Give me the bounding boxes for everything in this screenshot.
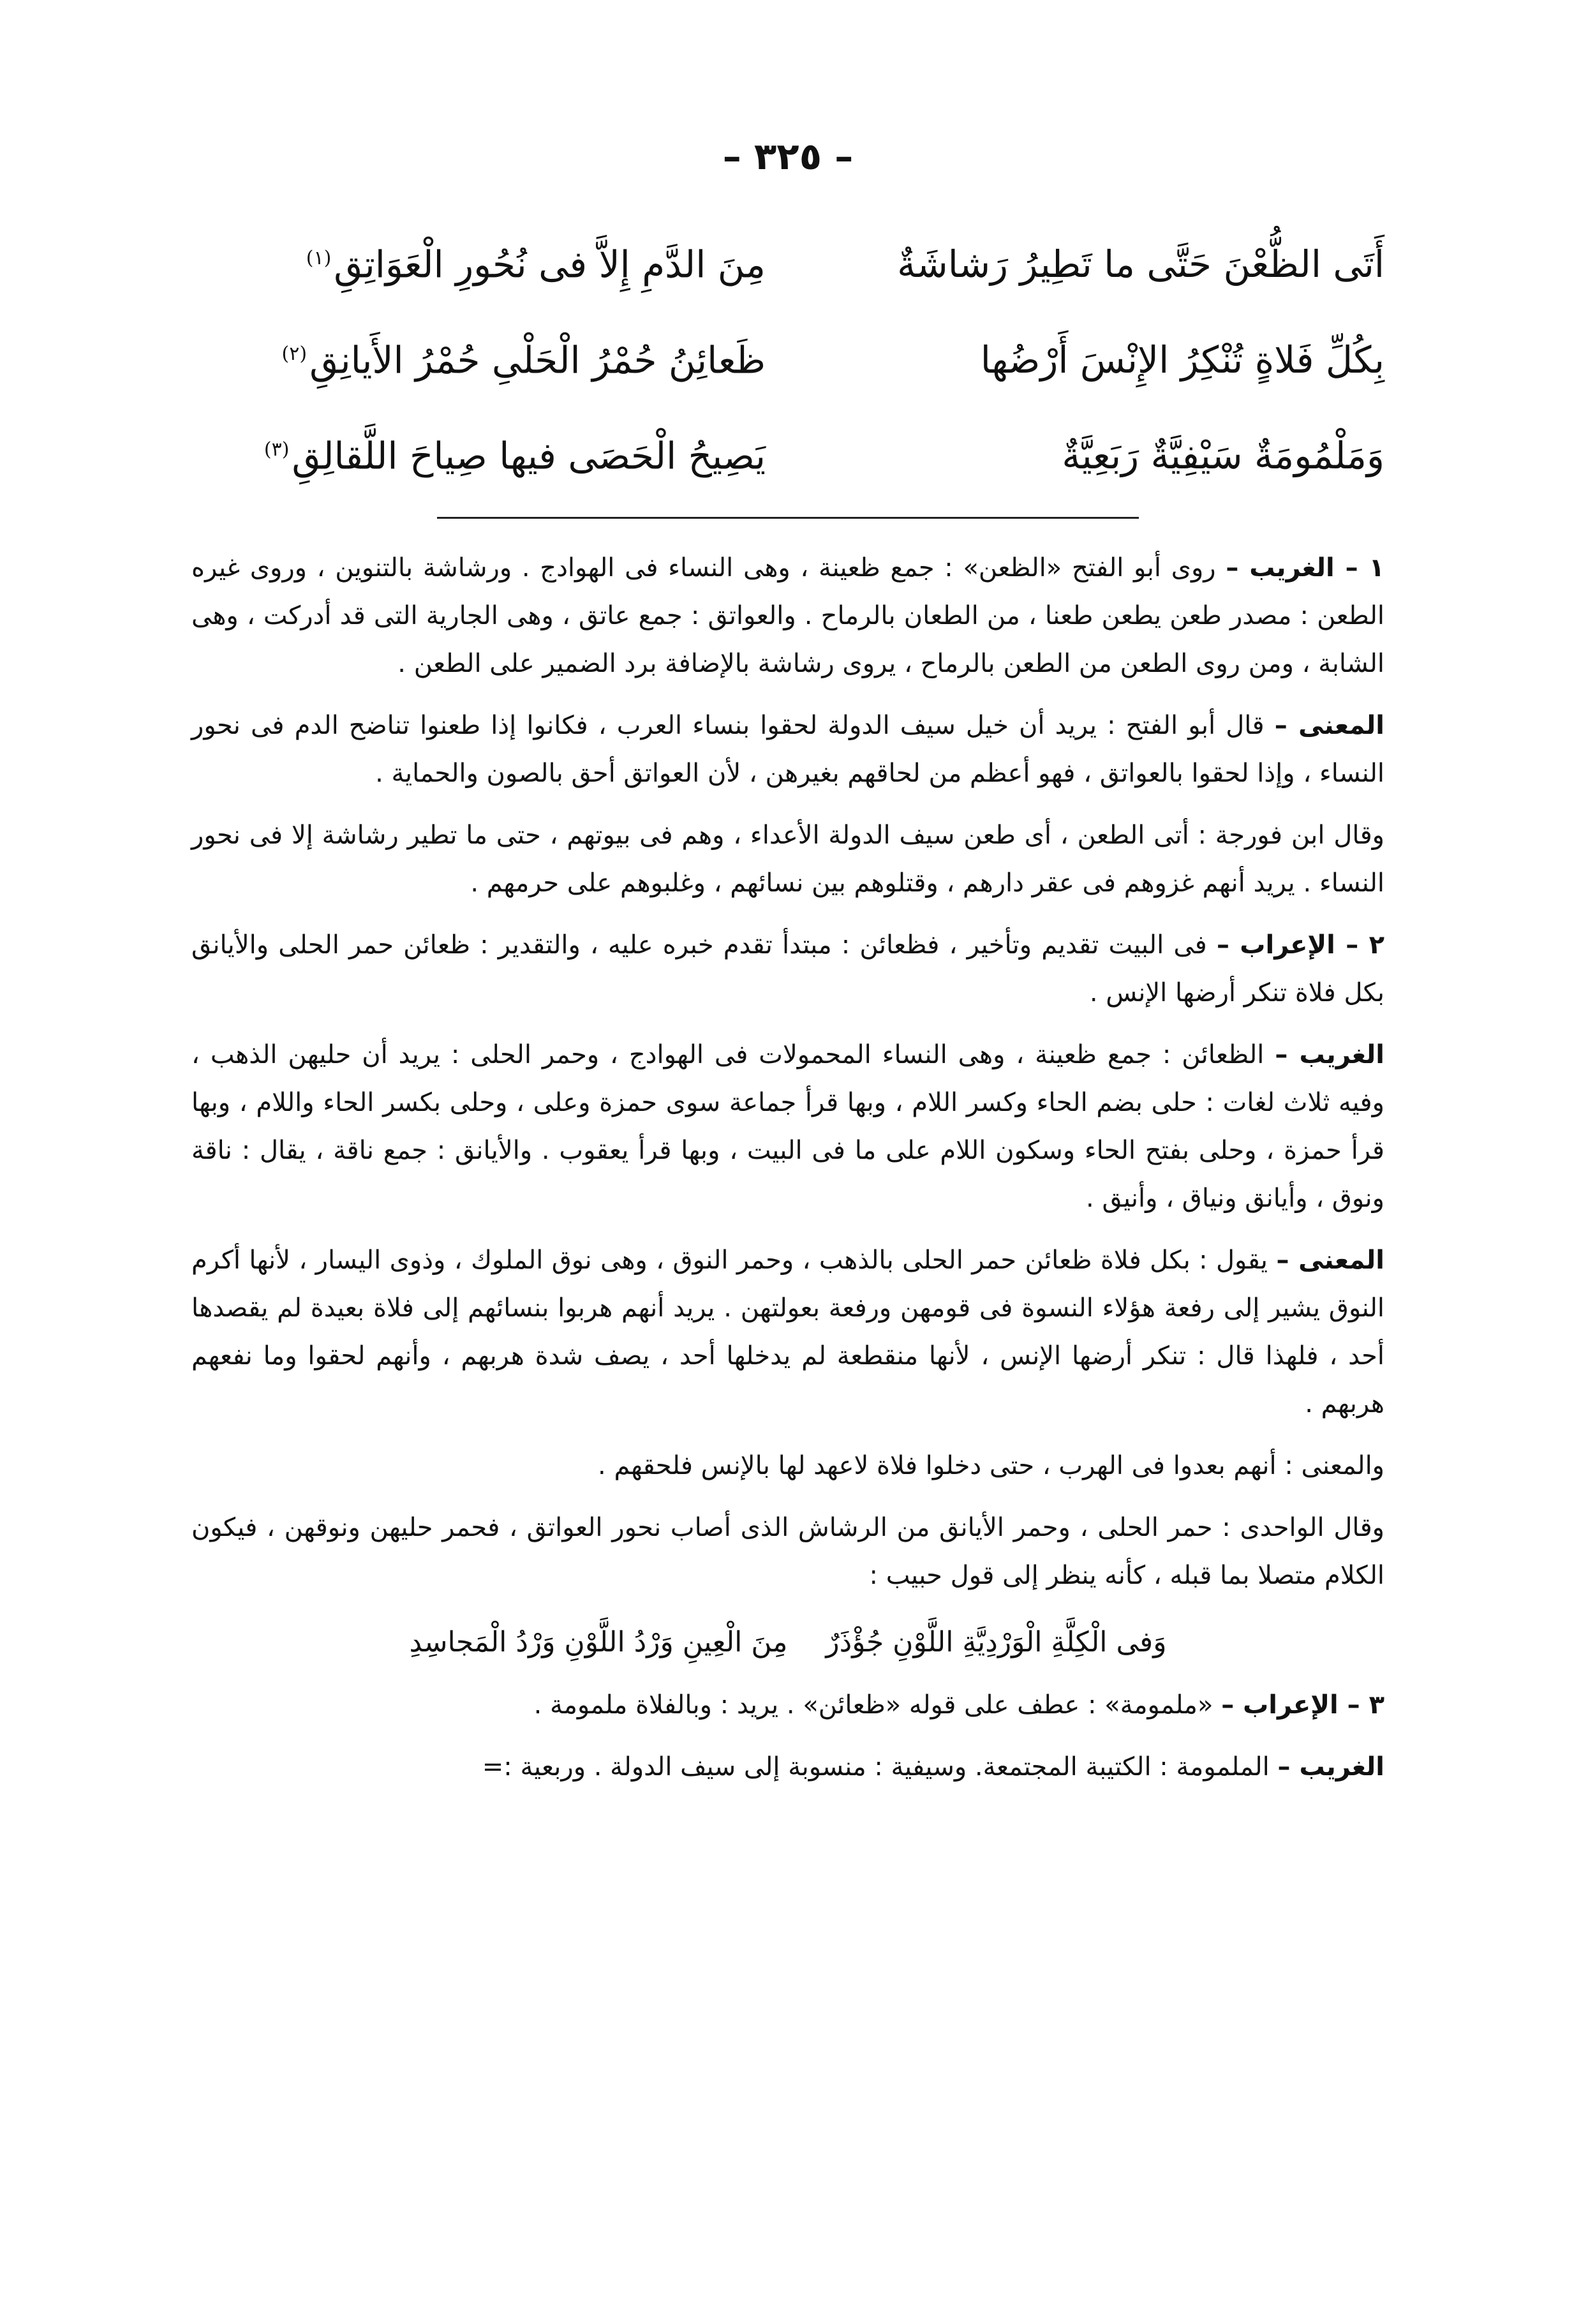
section-label: ١ – الغريب – xyxy=(1226,553,1384,583)
commentary-paragraph xyxy=(191,1442,1384,1490)
verse-second-hemistich xyxy=(191,402,766,503)
verse-line xyxy=(191,402,1384,498)
commentary-paragraph xyxy=(191,1681,1384,1729)
section-label: ٣ – الإعراب – xyxy=(1221,1690,1384,1720)
section-label: الغريب – xyxy=(1277,1752,1384,1782)
verse-second-hemistich xyxy=(191,306,766,408)
verse-second-text: يَصِيحُ الْحَصَى فيها صِياحَ اللَّقالِقِ xyxy=(292,434,766,478)
paragraph-text: روى أبو الفتح «الظعن» : جمع ظعينة ، وهى النساء فى الهوادج . ورشاشة بالتنوين ، وروى غيره الطعن : مصدر طعن يطعن طعنا ، من الطعان بالرماح . والعواتق : جمع عاتق ، وهى الجارية التى قد أدركت ، وهى الشابة ، ومن روى الطعن من الطعن بالرماح ، يروى رشاشة بالإضافة برد الضمير على الطعن . xyxy=(191,553,1384,678)
section-label: ٢ – الإعراب – xyxy=(1216,930,1385,960)
footnote-marker: (١) xyxy=(306,247,332,269)
commentary-paragraph xyxy=(191,812,1384,907)
quoted-verse xyxy=(191,1614,1384,1671)
footnote-marker: (٢) xyxy=(281,343,308,365)
section-label: المعنى – xyxy=(1276,1246,1384,1275)
verse-first-hemistich: بِكُلِّ فَلاةٍ تُنْكِرُ الإِنْسَ أَرْضُها xyxy=(980,338,1384,382)
paragraph-text: «ملمومة» : عطف على قوله «ظعائن» . يريد : وبالفلاة ملمومة . xyxy=(533,1690,1213,1720)
commentary-paragraph xyxy=(191,1031,1384,1223)
commentary-paragraph xyxy=(191,921,1384,1017)
verse-second-text: ظَعائِنُ حُمْرُ الْحَلْىِ حُمْرُ الأَيانِقِ xyxy=(309,338,766,382)
commentary-paragraph xyxy=(191,1743,1384,1791)
verse-first-hemistich: وَمَلْمُومَةٌ سَيْفِيَّةٌ رَبَعِيَّةٌ xyxy=(1062,434,1384,478)
paragraph-text: وقال ابن فورجة : أتى الطعن ، أى طعن سيف الدولة الأعداء ، وهم فى بيوتهم ، حتى ما تطير رشاشة إلا فى نحور النساء . يريد أنهم غزوهم فى عقر دارهم ، وقتلوهم بين نسائهم ، وغلبوهم على حرمهم . xyxy=(191,821,1384,898)
verse-line xyxy=(191,306,1384,402)
commentary-paragraph xyxy=(191,1504,1384,1600)
paragraph-text: يقول : بكل فلاة ظعائن حمر الحلى بالذهب ، وحمر النوق ، وهى نوق الملوك ، وذوى اليسار ، لأنها أكرم النوق يشير إلى رفعة هؤلاء النسوة فى قومهن ورفعة بعولتهن . يريد أنهم هربوا بنسائهم إلى فلاة بعيدة لم يقصدها أحد ، فلهذا قال : تنكر أرضها الإنس ، لأنها منقطعة لم يدخلها أحد ، يصف شدة هربهم ، وأنهم لحقوا وما نفعهم هربهم . xyxy=(191,1246,1384,1419)
verse-second-hemistich xyxy=(191,211,766,312)
commentary xyxy=(191,544,1384,1791)
section-label: الغريب – xyxy=(1275,1040,1385,1069)
verse-second-text: مِنَ الدَّمِ إِلاَّ فى نُحُورِ الْعَوَاتِقِ xyxy=(334,242,766,287)
paragraph-text: الظعائن : جمع ظعينة ، وهى النساء المحمولات فى الهوادج ، وحمر الحلى : يريد أن حليهن الذهب ، وفيه ثلاث لغات : حلى بضم الحاء وكسر اللام ، وبها قرأ جماعة سوى حمزة وعلى ، وحلى بكسر الحاء واللام ، وبها قرأ حمزة ، وحلى بفتح الحاء وسكون اللام على ما فى البيت ، وبها قرأ يعقوب . والأيانق : جمع ناقة ، يقال : ناقة ونوق ، وأيانق ونياق ، وأنيق . xyxy=(191,1040,1384,1213)
quoted-verse-first: وَفى الْكِلَّةِ الْوَرْدِيَّةِ اللَّوْنِ جُؤْذَرٌ xyxy=(826,1626,1167,1658)
paragraph-text: وقال الواحدى : حمر الحلى ، وحمر الأيانق من الرشاش الذى أصاب نحور العواتق ، فحمر حليهن ونوقهن ، فيكون الكلام متصلا بما قبله ، كأنه ينظر إلى قول حبيب : xyxy=(191,1513,1384,1590)
footnote-marker: (٣) xyxy=(263,438,290,461)
section-divider xyxy=(437,517,1139,519)
paragraph-text: الملمومة : الكتيبة المجتمعة. وسيفية : منسوبة إلى سيف الدولة . وربعية := xyxy=(482,1752,1270,1782)
commentary-paragraph xyxy=(191,544,1384,688)
poem-verses xyxy=(191,211,1384,498)
verse-line xyxy=(191,211,1384,306)
quoted-verse-second: مِنَ الْعِينِ وَرْدُ اللَّوْنِ وَرْدُ الْمَجاسِدِ xyxy=(409,1626,788,1658)
paragraph-text: والمعنى : أنهم بعدوا فى الهرب ، حتى دخلوا فلاة لاعهد لها بالإنس فلحقهم . xyxy=(598,1451,1384,1480)
section-label: المعنى – xyxy=(1274,711,1384,740)
paragraph-text: فى البيت تقديم وتأخير ، فظعائن : مبتدأ تقدم خبره عليه ، والتقدير : ظعائن حمر الحلى والأيانق بكل فلاة تنكر أرضها الإنس . xyxy=(191,930,1384,1008)
verse-first-hemistich: أَتَى الظُّعْنَ حَتَّى ما تَطِيرُ رَشاشَةٌ xyxy=(897,242,1384,287)
paragraph-text: قال أبو الفتح : يريد أن خيل سيف الدولة لحقوا بنساء العرب ، فكانوا إذا طعنوا تناضح الدم فى نحور النساء ، وإذا لحقوا بالعواتق ، فهو أعظم من لحاقهم بغيرهن ، لأن العواتق أحق بالصون والحماية . xyxy=(191,711,1384,788)
page-number: – ٣٢٥ – xyxy=(722,135,854,178)
book-page xyxy=(191,128,1384,1805)
commentary-paragraph xyxy=(191,1237,1384,1428)
commentary-paragraph xyxy=(191,702,1384,798)
